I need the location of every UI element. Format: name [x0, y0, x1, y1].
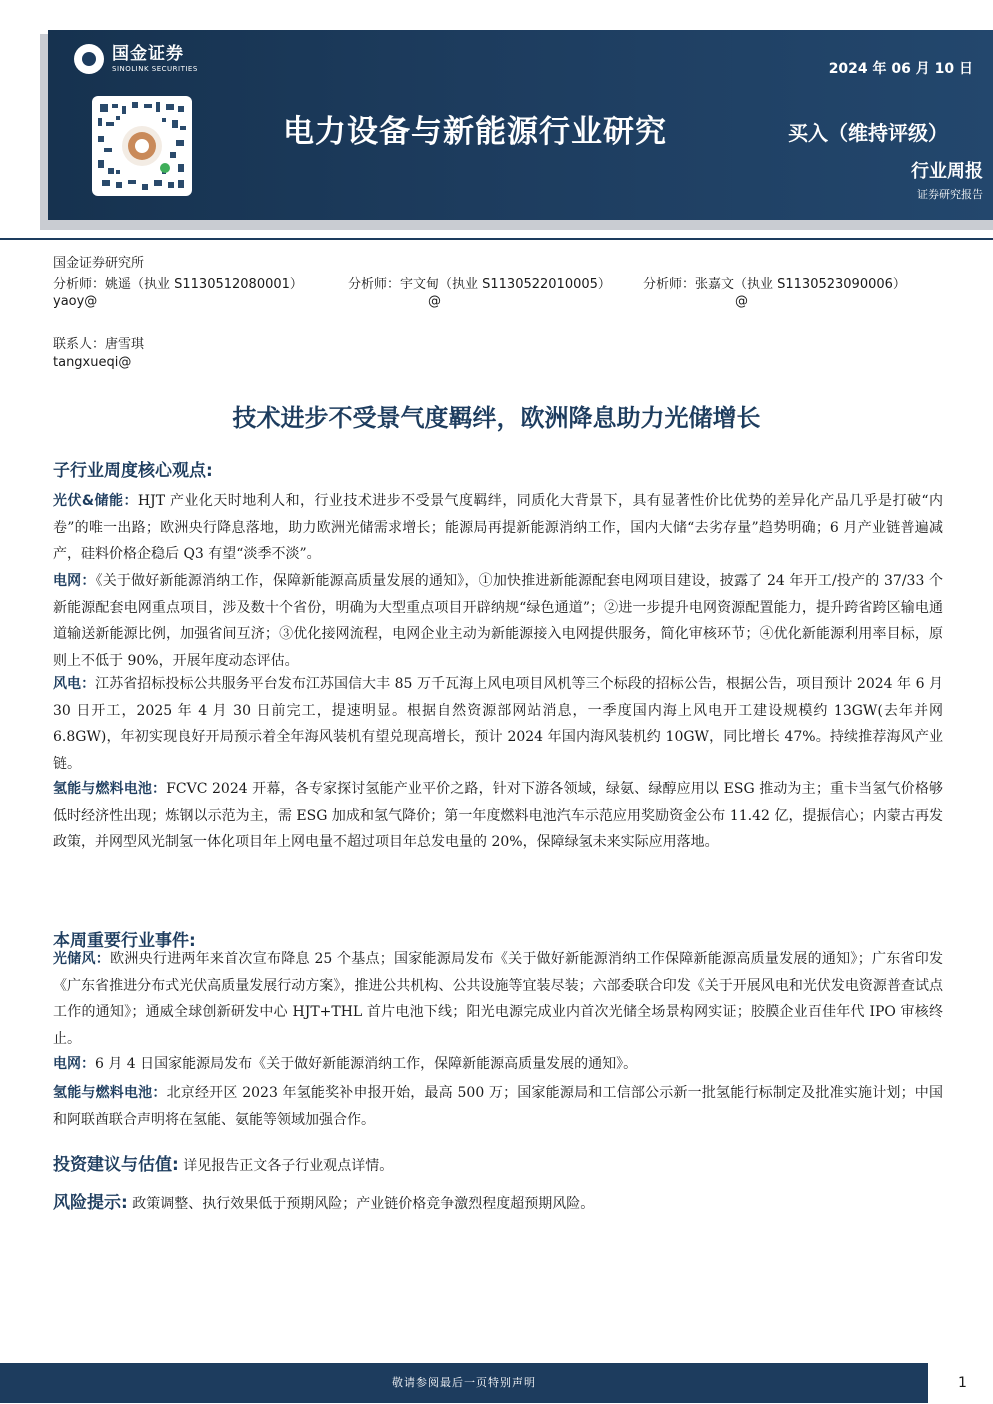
risk-warning [53, 1188, 594, 1213]
section-core-views-title: 子行业周度核心观点: [53, 461, 213, 481]
investment-advice-text: 详见报告正文各子行业观点详情。 [183, 1158, 394, 1174]
brand-logo [74, 44, 198, 74]
analyst-2: 分析师：宇文甸（执业 S1130522010005） [348, 277, 611, 292]
report-type: 行业周报 [911, 161, 983, 182]
analyst-3-email[interactable]: @ [735, 294, 748, 309]
report-date: 2024 年 06 月 10 日 [828, 61, 973, 77]
institute-name: 国金证券研究所 [53, 256, 145, 271]
section-events-title: 本周重要行业事件: [53, 931, 196, 951]
analyst-1: 分析师：姚遥（执业 S1130512080001） [53, 277, 303, 292]
event-item-hydrogen: 氢能与燃料电池：北京经开区 2023 年氢能奖补申报开始，最高 500 万；国家能源局和工信部公示新一批氢能行标制定及批准实施计划；中国和阿联酋联合声明将在氢能、氨能等领域加强合作。 [53, 1085, 944, 1128]
risk-warning-text: 政策调整、执行效果低于预期风险；产业链价格竞争激烈程度超预期风险。 [132, 1196, 595, 1212]
header-divider [0, 238, 993, 240]
qr-code-icon [92, 96, 192, 196]
brand-logo-icon [74, 44, 104, 74]
event-item-grid: 电网：6 月 4 日国家能源局发布《关于做好新能源消纳工作，保障新能源高质量发展的通知》。 [53, 1056, 638, 1072]
analyst-1-email[interactable]: yaoy@ [53, 294, 98, 309]
event-item-pv-wind-storage: 光储风：欧洲央行进两年来首次宣布降息 25 个基点；国家能源局发布《关于做好新能源消纳工作保障新能源高质量发展的通知》；广东省印发《广东省推进分布式光伏高质量发展行动方案》，推进公共机构、公共设施等宜装尽装；六部委联合印发《关于开展风电和光伏发电资源普查试点工作的通知》；通威全球创新研发中心 HJT+THL 首片电池下线；阳光电源完成业内首次光储全场景构网实证；胶膜企业百佳年代 IPO 审核终止。 [53, 951, 944, 1047]
investment-advice-label: 投资建议与估值: [53, 1155, 179, 1175]
analyst-3: 分析师：张嘉文（执业 S1130523090006） [643, 277, 906, 292]
core-item-pv-storage: 光伏&储能：HJT 产业化天时地利人和，行业技术进步不受景气度羁绊，同质化大背景下，具有显著性价比优势的差异化产品几乎是打破“内卷”的唯一出路；欧洲央行降息落地，助力欧洲光储需求增长；能源局再提新能源消纳工作，国内大储“去劣存量”趋势明确；6 月产业链普遍减产，硅料价格企稳后 Q3 有望“淡季不淡”。 [53, 493, 943, 562]
report-title: 电力设备与新能源行业研究 [283, 114, 667, 150]
risk-warning-label: 风险提示: [53, 1193, 128, 1213]
core-item-hydrogen: 氢能与燃料电池：FCVC 2024 开幕，各专家探讨氢能产业平价之路，针对下游各领域，绿氨、绿醇应用以 ESG 推动为主；重卡当氢气价格够低时经济性出现；炼钢以示范为主，需 ESG 加成和氢气降价；第一年度燃料电池汽车示范应用奖励资金公布 11.42 亿，提振信心；内蒙古再发政策，并网型风光制氢一体化项目年上网电量不超过项目年总发电量的 20%，保障绿氢未来实际应用落地。 [53, 781, 944, 850]
investment-advice [53, 1150, 393, 1175]
page-number: 1 [958, 1375, 967, 1391]
report-subtype: 证券研究报告 [917, 188, 983, 201]
contact-person: 联系人：唐雪琪 [53, 337, 145, 352]
headline: 技术进步不受景气度羁绊，欧洲降息助力光储增长 [232, 404, 761, 432]
brand-name-cn: 国金证券 [112, 43, 184, 64]
analyst-2-email[interactable]: @ [428, 294, 441, 309]
brand-name-en: SINOLINK SECURITIES [112, 64, 198, 73]
contact-email[interactable]: tangxueqi@ [53, 355, 132, 370]
footer-disclaimer: 敬请参阅最后一页特别声明 [0, 1363, 928, 1403]
core-item-wind: 风电：江苏省招标投标公共服务平台发布江苏国信大丰 85 万千瓦海上风电项目风机等三个标段的招标公告，根据公告，项目预计 2024 年 6 月 30 日开工，2025 年 4 月 30 日前完工，提速明显。根据自然资源部网站消息，一季度国内海上风电开工建设规模约 13GW(去年并网 6.8GW)，年初实现良好开局预示着全年海风装机有望兑现高增长，预计 2024 年国内海风装机约 10GW，同比增长 47%。持续推荐海风产业链。 [53, 676, 944, 772]
core-item-grid: 电网：《关于做好新能源消纳工作，保障新能源高质量发展的通知》，①加快推进新能源配套电网项目建设，披露了 24 年开工/投产的 37/33 个新能源配套电网重点项目，涉及数十个省份，明确为大型重点项目开辟纳规“绿色通道”；②进一步提升电网资源配置能力，提升跨省跨区输电通道输送新能源比例，加强省间互济；③优化接网流程，电网企业主动为新能源接入电网提供服务，简化审核环节；④优化新能源利用率目标，原则上不低于 90%，开展年度动态评估。 [53, 573, 944, 669]
rating-label: 买入（维持评级） [788, 121, 948, 145]
